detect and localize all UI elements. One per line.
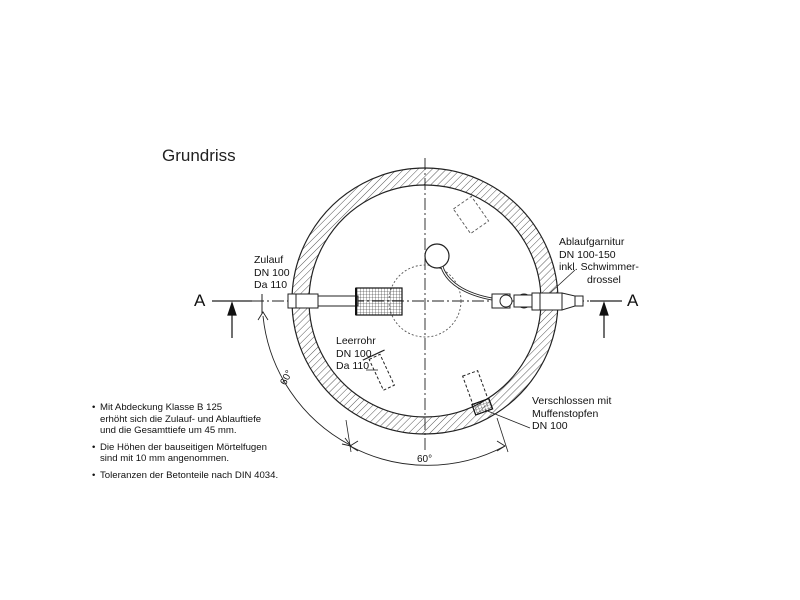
float-ball	[425, 244, 449, 268]
note-line: • Die Höhen der bauseitigen Mörtelfugen	[100, 441, 267, 453]
inlet-pipe	[288, 294, 358, 308]
label-line: DN 100	[532, 420, 568, 432]
label-line: Da 110	[336, 360, 370, 372]
label-ablaufgarnitur	[559, 236, 639, 286]
note-line: • Toleranzen der Betonteile nach DIN 4034.	[100, 469, 279, 481]
label-line: Da 110	[254, 279, 288, 291]
page-title: Grundriss	[162, 146, 236, 165]
label-line: Ablaufgarnitur	[559, 236, 625, 248]
label-line: DN 100	[336, 347, 372, 360]
note-item	[92, 470, 278, 482]
angle-label-bottom: 60°	[417, 454, 433, 465]
note-item	[92, 442, 278, 465]
step-recess	[453, 196, 488, 233]
note-line: sind mit 10 mm angenommen.	[100, 453, 230, 465]
label-zulauf	[254, 254, 290, 292]
section-arrow-right	[600, 303, 608, 338]
label-line: inkl. Schwimmer-	[559, 261, 639, 273]
label-line: Zulauf	[254, 254, 284, 266]
label-line: Verschlossen mit	[532, 395, 612, 407]
filter-basket	[356, 288, 402, 315]
section-arrow-left	[228, 303, 236, 338]
float-hose	[442, 267, 498, 300]
label-line: DN 100-150	[559, 248, 616, 261]
label-verschlossen	[532, 395, 611, 433]
label-line: Leerrohr	[336, 335, 376, 347]
dimension-tick-left	[346, 420, 351, 452]
angle-label-left: 60°	[278, 368, 296, 388]
label-line: drossel	[587, 273, 621, 286]
label-line: DN 100	[254, 266, 290, 279]
note-line: • Mit Abdeckung Klasse B 125	[100, 402, 223, 413]
section-label-right: A	[627, 291, 639, 310]
leader-verschlossen	[485, 410, 530, 428]
label-line: Muffenstopfen	[532, 407, 599, 420]
outlet-fitting	[492, 293, 583, 310]
section-label-left: A	[194, 291, 206, 310]
note-line: und die Gesamttiefe um 45 mm.	[100, 425, 237, 437]
note-line: erhöht sich die Zulauf- und Ablauftiefe	[100, 413, 262, 425]
note-item	[92, 402, 278, 437]
notes-list	[92, 402, 278, 487]
sealed-pipe	[462, 370, 493, 415]
label-leerrohr	[336, 335, 376, 373]
